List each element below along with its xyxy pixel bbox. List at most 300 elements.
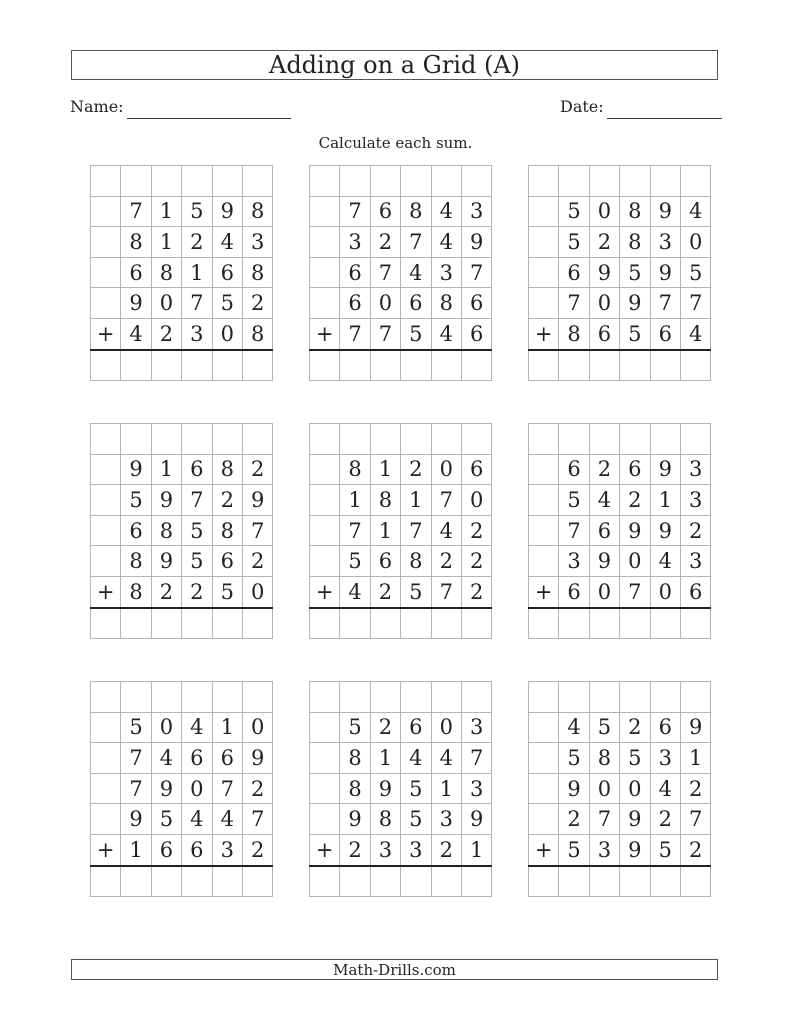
digit-cell: 7	[461, 743, 491, 774]
answer-cell[interactable]	[182, 608, 212, 639]
grid-blank-cell	[310, 515, 340, 546]
digit-cell: 2	[589, 454, 619, 485]
digit-cell: 6	[620, 454, 650, 485]
answer-cell[interactable]	[310, 350, 340, 381]
digit-cell: 8	[431, 288, 461, 319]
digit-cell: 8	[121, 227, 151, 258]
digit-cell: 6	[650, 318, 680, 349]
answer-cell[interactable]	[431, 866, 461, 897]
digit-cell: 2	[340, 834, 370, 865]
digit-cell: 7	[340, 318, 370, 349]
footer-text: Math-Drills.com	[333, 960, 456, 979]
grid-blank-cell	[461, 166, 491, 197]
grid-blank-cell	[91, 257, 121, 288]
digit-cell: 3	[431, 804, 461, 835]
plus-sign: +	[91, 318, 121, 349]
digit-cell: 4	[401, 743, 431, 774]
grid-blank-cell	[529, 804, 559, 835]
grid-blank-cell	[91, 166, 121, 197]
answer-cell[interactable]	[242, 350, 272, 381]
grid-blank-cell	[310, 743, 340, 774]
digit-cell: 9	[620, 804, 650, 835]
digit-cell: 2	[370, 712, 400, 743]
digit-cell: 7	[182, 485, 212, 516]
digit-cell: 0	[620, 546, 650, 577]
grid-blank-cell	[529, 257, 559, 288]
digit-cell: 2	[151, 318, 181, 349]
digit-cell: 2	[370, 227, 400, 258]
answer-cell[interactable]	[121, 350, 151, 381]
digit-cell: 1	[121, 834, 151, 865]
answer-cell[interactable]	[370, 350, 400, 381]
digit-cell: 0	[212, 318, 242, 349]
digit-cell: 5	[182, 196, 212, 227]
plus-sign: +	[310, 318, 340, 349]
digit-cell: 6	[212, 546, 242, 577]
digit-cell: 8	[620, 227, 650, 258]
answer-cell[interactable]	[529, 866, 559, 897]
answer-cell[interactable]	[680, 866, 710, 897]
digit-cell: 9	[589, 257, 619, 288]
digit-cell: 5	[401, 773, 431, 804]
digit-cell: 0	[182, 773, 212, 804]
answer-cell[interactable]	[151, 866, 181, 897]
digit-cell: 4	[431, 318, 461, 349]
digit-cell: 2	[431, 546, 461, 577]
digit-cell: 7	[559, 515, 589, 546]
digit-cell: 7	[370, 318, 400, 349]
digit-cell: 7	[182, 288, 212, 319]
digit-cell: 6	[589, 318, 619, 349]
digit-cell: 7	[431, 576, 461, 607]
digit-cell: 6	[461, 288, 491, 319]
answer-cell[interactable]	[182, 350, 212, 381]
grid-blank-cell	[212, 682, 242, 713]
answer-cell[interactable]	[212, 608, 242, 639]
digit-cell: 6	[182, 743, 212, 774]
answer-cell[interactable]	[340, 608, 370, 639]
digit-cell: 2	[620, 712, 650, 743]
grid-blank-cell	[529, 454, 559, 485]
digit-cell: 9	[242, 485, 272, 516]
date-label: Date:	[560, 97, 604, 116]
digit-cell: 4	[340, 576, 370, 607]
digit-cell: 3	[650, 743, 680, 774]
digit-cell: 0	[589, 773, 619, 804]
digit-cell: 0	[242, 576, 272, 607]
digit-cell: 9	[151, 773, 181, 804]
digit-cell: 5	[620, 743, 650, 774]
grid-blank-cell	[91, 743, 121, 774]
digit-cell: 5	[401, 804, 431, 835]
answer-cell[interactable]	[559, 350, 589, 381]
grid-blank-cell	[529, 196, 559, 227]
digit-cell: 1	[650, 485, 680, 516]
grid-blank-cell	[310, 546, 340, 577]
digit-cell: 9	[559, 773, 589, 804]
answer-cell[interactable]	[559, 866, 589, 897]
grid-blank-cell	[340, 166, 370, 197]
name-field-line[interactable]	[127, 118, 291, 119]
grid-blank-cell	[340, 682, 370, 713]
digit-cell: 7	[121, 743, 151, 774]
digit-cell: 2	[242, 834, 272, 865]
digit-cell: 1	[461, 834, 491, 865]
digit-cell: 5	[401, 576, 431, 607]
digit-cell: 1	[340, 485, 370, 516]
digit-cell: 8	[370, 804, 400, 835]
digit-cell: 4	[650, 546, 680, 577]
digit-cell: 2	[242, 773, 272, 804]
addition-problem-grid	[90, 423, 273, 639]
answer-cell[interactable]	[242, 608, 272, 639]
digit-cell: 1	[212, 712, 242, 743]
digit-cell: 4	[212, 804, 242, 835]
digit-cell: 5	[151, 804, 181, 835]
worksheet-title-text: Adding on a Grid (A)	[268, 51, 521, 79]
answer-cell[interactable]	[91, 350, 121, 381]
digit-cell: 2	[461, 515, 491, 546]
digit-cell: 8	[589, 743, 619, 774]
grid-blank-cell	[310, 773, 340, 804]
digit-cell: 6	[212, 257, 242, 288]
answer-cell[interactable]	[370, 866, 400, 897]
grid-blank-cell	[91, 288, 121, 319]
digit-cell: 9	[650, 515, 680, 546]
digit-cell: 5	[182, 546, 212, 577]
grid-blank-cell	[151, 424, 181, 455]
grid-blank-cell	[121, 166, 151, 197]
grid-blank-cell	[529, 227, 559, 258]
digit-cell: 6	[340, 288, 370, 319]
grid-blank-cell	[529, 515, 559, 546]
answer-cell[interactable]	[680, 608, 710, 639]
digit-cell: 1	[182, 257, 212, 288]
grid-blank-cell	[370, 166, 400, 197]
digit-cell: 7	[121, 196, 151, 227]
digit-cell: 1	[370, 454, 400, 485]
answer-cell[interactable]	[151, 608, 181, 639]
digit-cell: 5	[680, 257, 710, 288]
plus-sign: +	[310, 576, 340, 607]
grid-blank-cell	[121, 682, 151, 713]
grid-blank-cell	[242, 424, 272, 455]
digit-cell: 7	[340, 196, 370, 227]
digit-cell: 1	[370, 743, 400, 774]
addition-problem-grid	[309, 681, 492, 897]
digit-cell: 3	[559, 546, 589, 577]
digit-cell: 9	[151, 546, 181, 577]
digit-cell: 0	[431, 712, 461, 743]
digit-cell: 3	[182, 318, 212, 349]
grid-blank-cell	[91, 485, 121, 516]
digit-cell: 6	[401, 288, 431, 319]
digit-cell: 6	[559, 454, 589, 485]
digit-cell: 9	[461, 804, 491, 835]
grid-blank-cell	[529, 288, 559, 319]
digit-cell: 7	[680, 288, 710, 319]
digit-cell: 2	[242, 546, 272, 577]
answer-cell[interactable]	[589, 866, 619, 897]
digit-cell: 9	[121, 288, 151, 319]
digit-cell: 2	[242, 454, 272, 485]
grid-blank-cell	[370, 424, 400, 455]
grid-blank-cell	[340, 424, 370, 455]
answer-cell[interactable]	[401, 866, 431, 897]
digit-cell: 6	[461, 454, 491, 485]
digit-cell: 0	[680, 227, 710, 258]
grid-blank-cell	[91, 424, 121, 455]
grid-blank-cell	[310, 804, 340, 835]
digit-cell: 3	[589, 834, 619, 865]
answer-cell[interactable]	[121, 608, 151, 639]
answer-cell[interactable]	[620, 350, 650, 381]
answer-cell[interactable]	[401, 608, 431, 639]
digit-cell: 4	[151, 743, 181, 774]
digit-cell: 0	[461, 485, 491, 516]
digit-cell: 3	[340, 227, 370, 258]
answer-cell[interactable]	[340, 350, 370, 381]
grid-blank-cell	[431, 424, 461, 455]
grid-blank-cell	[151, 682, 181, 713]
grid-blank-cell	[529, 166, 559, 197]
grid-blank-cell	[401, 166, 431, 197]
answer-cell[interactable]	[310, 866, 340, 897]
digit-cell: 2	[461, 576, 491, 607]
digit-cell: 2	[370, 576, 400, 607]
answer-cell[interactable]	[461, 350, 491, 381]
instructions: Calculate each sum.	[318, 134, 473, 152]
digit-cell: 6	[121, 257, 151, 288]
grid-blank-cell	[91, 712, 121, 743]
digit-cell: 1	[151, 454, 181, 485]
answer-cell[interactable]	[431, 350, 461, 381]
digit-cell: 6	[370, 546, 400, 577]
digit-cell: 9	[151, 485, 181, 516]
digit-cell: 4	[680, 196, 710, 227]
digit-cell: 6	[212, 743, 242, 774]
grid-blank-cell	[310, 166, 340, 197]
answer-cell[interactable]	[529, 350, 559, 381]
answer-cell[interactable]	[340, 866, 370, 897]
answer-cell[interactable]	[401, 350, 431, 381]
digit-cell: 5	[212, 576, 242, 607]
digit-cell: 9	[620, 834, 650, 865]
answer-cell[interactable]	[370, 608, 400, 639]
digit-cell: 6	[340, 257, 370, 288]
digit-cell: 6	[151, 834, 181, 865]
answer-cell[interactable]	[529, 608, 559, 639]
addition-problem-grid	[528, 423, 711, 639]
answer-cell[interactable]	[212, 350, 242, 381]
answer-cell[interactable]	[620, 608, 650, 639]
digit-cell: 2	[620, 485, 650, 516]
digit-cell: 8	[242, 196, 272, 227]
digit-cell: 9	[589, 546, 619, 577]
digit-cell: 8	[340, 454, 370, 485]
digit-cell: 7	[370, 257, 400, 288]
grid-blank-cell	[529, 682, 559, 713]
digit-cell: 2	[151, 576, 181, 607]
digit-cell: 6	[559, 576, 589, 607]
digit-cell: 2	[182, 227, 212, 258]
digit-cell: 9	[121, 454, 151, 485]
grid-blank-cell	[559, 682, 589, 713]
worksheet-title	[71, 50, 718, 80]
digit-cell: 8	[121, 546, 151, 577]
digit-cell: 8	[401, 196, 431, 227]
digit-cell: 9	[340, 804, 370, 835]
answer-cell[interactable]	[461, 608, 491, 639]
addition-problem-grid	[528, 681, 711, 897]
grid-blank-cell	[310, 196, 340, 227]
grid-blank-cell	[182, 166, 212, 197]
plus-sign: +	[91, 834, 121, 865]
digit-cell: 8	[212, 454, 242, 485]
date-field-line[interactable]	[607, 118, 722, 119]
grid-blank-cell	[529, 773, 559, 804]
digit-cell: 7	[401, 515, 431, 546]
answer-cell[interactable]	[680, 350, 710, 381]
digit-cell: 7	[242, 515, 272, 546]
digit-cell: 6	[182, 834, 212, 865]
digit-cell: 8	[340, 743, 370, 774]
grid-blank-cell	[310, 485, 340, 516]
footer	[71, 959, 718, 980]
digit-cell: 0	[589, 288, 619, 319]
digit-cell: 7	[680, 804, 710, 835]
addition-problem-grid	[309, 165, 492, 381]
grid-blank-cell	[310, 227, 340, 258]
grid-blank-cell	[310, 424, 340, 455]
digit-cell: 9	[620, 515, 650, 546]
name-label: Name:	[70, 97, 124, 116]
digit-cell: 9	[650, 454, 680, 485]
digit-cell: 5	[340, 712, 370, 743]
answer-cell[interactable]	[559, 608, 589, 639]
digit-cell: 3	[461, 712, 491, 743]
digit-cell: 0	[650, 576, 680, 607]
digit-cell: 8	[340, 773, 370, 804]
grid-blank-cell	[310, 454, 340, 485]
digit-cell: 6	[121, 515, 151, 546]
plus-sign: +	[91, 576, 121, 607]
digit-cell: 9	[212, 196, 242, 227]
answer-cell[interactable]	[650, 866, 680, 897]
addition-problem-grid	[528, 165, 711, 381]
grid-blank-cell	[529, 712, 559, 743]
digit-cell: 2	[559, 804, 589, 835]
answer-cell[interactable]	[650, 350, 680, 381]
digit-cell: 5	[401, 318, 431, 349]
digit-cell: 2	[680, 834, 710, 865]
answer-cell[interactable]	[212, 866, 242, 897]
grid-blank-cell	[620, 682, 650, 713]
digit-cell: 0	[589, 196, 619, 227]
digit-cell: 3	[680, 546, 710, 577]
digit-cell: 0	[370, 288, 400, 319]
grid-blank-cell	[310, 288, 340, 319]
digit-cell: 2	[680, 515, 710, 546]
answer-cell[interactable]	[589, 608, 619, 639]
answer-cell[interactable]	[461, 866, 491, 897]
answer-cell[interactable]	[650, 608, 680, 639]
digit-cell: 4	[559, 712, 589, 743]
answer-cell[interactable]	[620, 866, 650, 897]
digit-cell: 3	[242, 227, 272, 258]
answer-cell[interactable]	[589, 350, 619, 381]
digit-cell: 3	[680, 485, 710, 516]
answer-cell[interactable]	[151, 350, 181, 381]
digit-cell: 4	[212, 227, 242, 258]
digit-cell: 8	[370, 485, 400, 516]
grid-blank-cell	[589, 424, 619, 455]
digit-cell: 5	[212, 288, 242, 319]
answer-cell[interactable]	[182, 866, 212, 897]
digit-cell: 7	[431, 485, 461, 516]
name-date-row	[70, 97, 722, 123]
digit-cell: 4	[121, 318, 151, 349]
digit-cell: 2	[401, 454, 431, 485]
digit-cell: 3	[461, 773, 491, 804]
digit-cell: 5	[559, 485, 589, 516]
digit-cell: 7	[650, 288, 680, 319]
digit-cell: 8	[401, 546, 431, 577]
grid-blank-cell	[151, 166, 181, 197]
grid-blank-cell	[401, 424, 431, 455]
answer-cell[interactable]	[242, 866, 272, 897]
grid-blank-cell	[431, 682, 461, 713]
grid-blank-cell	[529, 546, 559, 577]
digit-cell: 8	[121, 576, 151, 607]
addition-problem-grid	[309, 423, 492, 639]
digit-cell: 5	[620, 318, 650, 349]
grid-blank-cell	[91, 773, 121, 804]
digit-cell: 6	[461, 318, 491, 349]
plus-sign: +	[529, 318, 559, 349]
digit-cell: 5	[559, 834, 589, 865]
grid-blank-cell	[310, 712, 340, 743]
digit-cell: 1	[151, 227, 181, 258]
digit-cell: 2	[650, 804, 680, 835]
digit-cell: 6	[370, 196, 400, 227]
addition-problem-grid	[90, 165, 273, 381]
digit-cell: 3	[431, 257, 461, 288]
digit-cell: 5	[121, 485, 151, 516]
digit-cell: 7	[589, 804, 619, 835]
digit-cell: 1	[370, 515, 400, 546]
answer-cell[interactable]	[91, 866, 121, 897]
answer-cell[interactable]	[431, 608, 461, 639]
answer-cell[interactable]	[91, 608, 121, 639]
grid-blank-cell	[91, 454, 121, 485]
digit-cell: 2	[461, 546, 491, 577]
grid-blank-cell	[91, 682, 121, 713]
plus-sign: +	[529, 834, 559, 865]
digit-cell: 5	[620, 257, 650, 288]
digit-cell: 9	[242, 743, 272, 774]
grid-blank-cell	[680, 682, 710, 713]
answer-cell[interactable]	[310, 608, 340, 639]
answer-cell[interactable]	[121, 866, 151, 897]
digit-cell: 1	[151, 196, 181, 227]
grid-blank-cell	[650, 424, 680, 455]
grid-blank-cell	[212, 424, 242, 455]
grid-blank-cell	[559, 424, 589, 455]
grid-blank-cell	[620, 424, 650, 455]
digit-cell: 2	[680, 773, 710, 804]
digit-cell: 6	[559, 257, 589, 288]
